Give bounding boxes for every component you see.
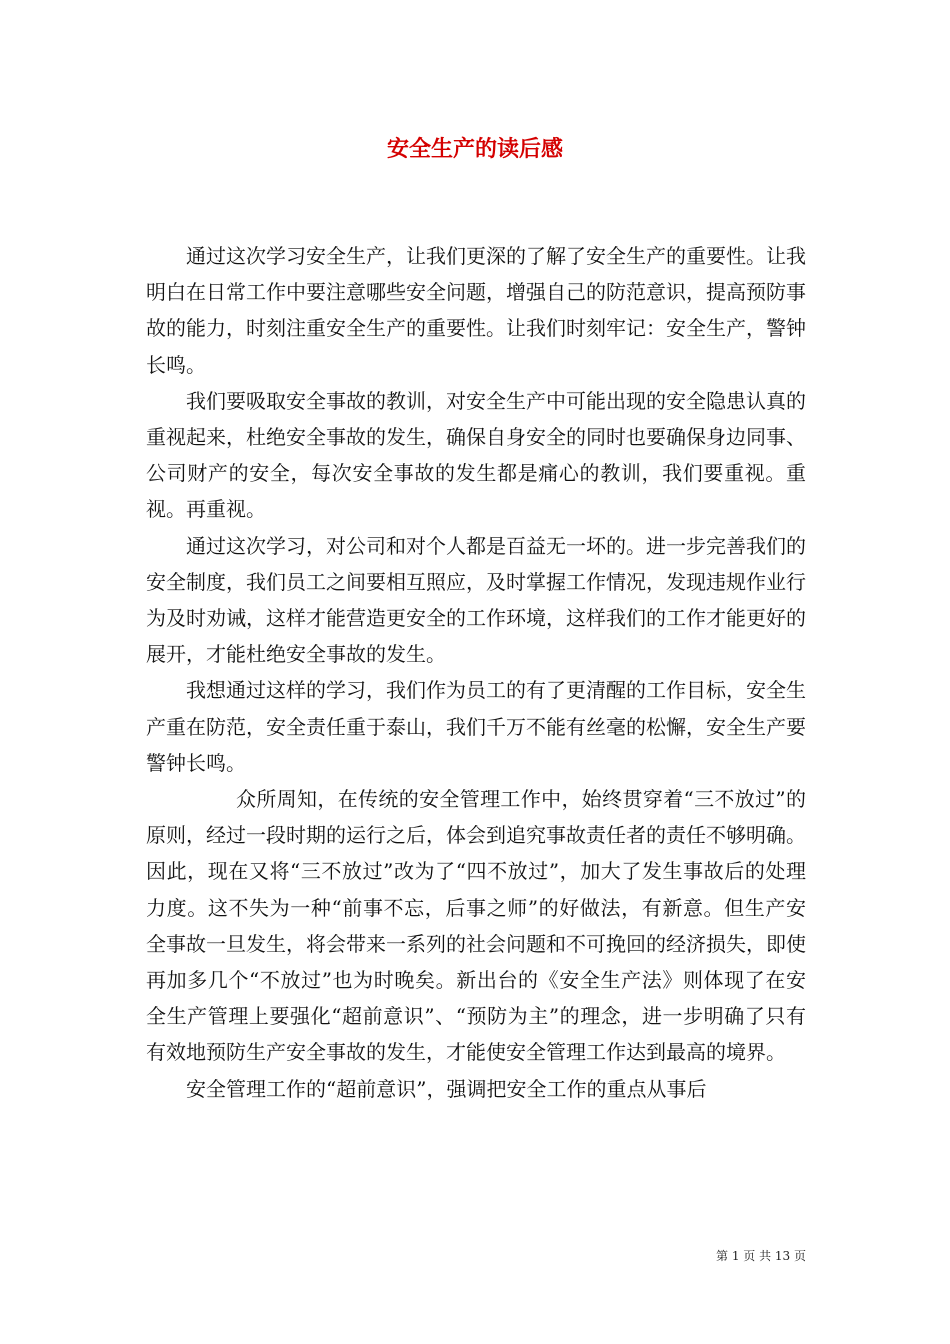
document-title: 安全生产的读后感 — [386, 136, 563, 162]
page-number-footer: 第 1 页 共 13 页 — [716, 1249, 806, 1263]
paragraph-4: 我想通过这样的学习，我们作为员工的有了更清醒的工作目标，安全生产重在防范，安全责任重于泰山，我们千万不能有丝毫的松懈，安全生产要警钟长鸣。 — [146, 678, 806, 775]
paragraph-3: 通过这次学习，对公司和对个人都是百益无一坏的。进一步完善我们的安全制度，我们员工之间要相互照应，及时掌握工作情况，发现违规作业行为及时劝诫，这样才能营造更安全的工作环境，这样我们的工作才能更好的展开，才能杜绝安全事故的发生。 — [146, 533, 806, 667]
paragraph-5: 众所周知，在传统的安全管理工作中，始终贯穿着“三不放过”的原则，经过一段时期的运行之后，体会到追究事故责任者的责任不够明确。因此，现在又将“三不放过”改为了“四不放过”，加大了发生事故后的处理力度。这不失为一种“前事不忘，后事之师”的好做法，有新意。但生产安全事故一旦发生，将会带来一系列的社会问题和不可挽回的经济损失，即使再加多几个“不放过”也为时晚矣。新出台的《安全生产法》则体现了在安全生产管理上要强化“超前意识”、“预防为主”的理念，进一步明确了只有有效地预防生产安全事故的发生，才能使安全管理工作达到最高的境界。 — [146, 787, 806, 1065]
document-body — [146, 238, 806, 1107]
paragraph-1: 通过这次学习安全生产，让我们更深的了解了安全生产的重要性。让我明白在日常工作中要注意哪些安全问题，增强自己的防范意识，提高预防事故的能力，时刻注重安全生产的重要性。让我们时刻牢记：安全生产，警钟长鸣。 — [146, 244, 806, 377]
paragraph-2: 我们要吸取安全事故的教训，对安全生产中可能出现的安全隐患认真的重视起来，杜绝安全事故的发生，确保自身安全的同时也要确保身边同事、公司财产的安全，每次安全事故的发生都是痛心的教训，我们要重视。重视。再重视。 — [146, 388, 806, 522]
paragraph-6: 安全管理工作的“超前意识”，强调把安全工作的重点从事后 — [186, 1076, 707, 1101]
